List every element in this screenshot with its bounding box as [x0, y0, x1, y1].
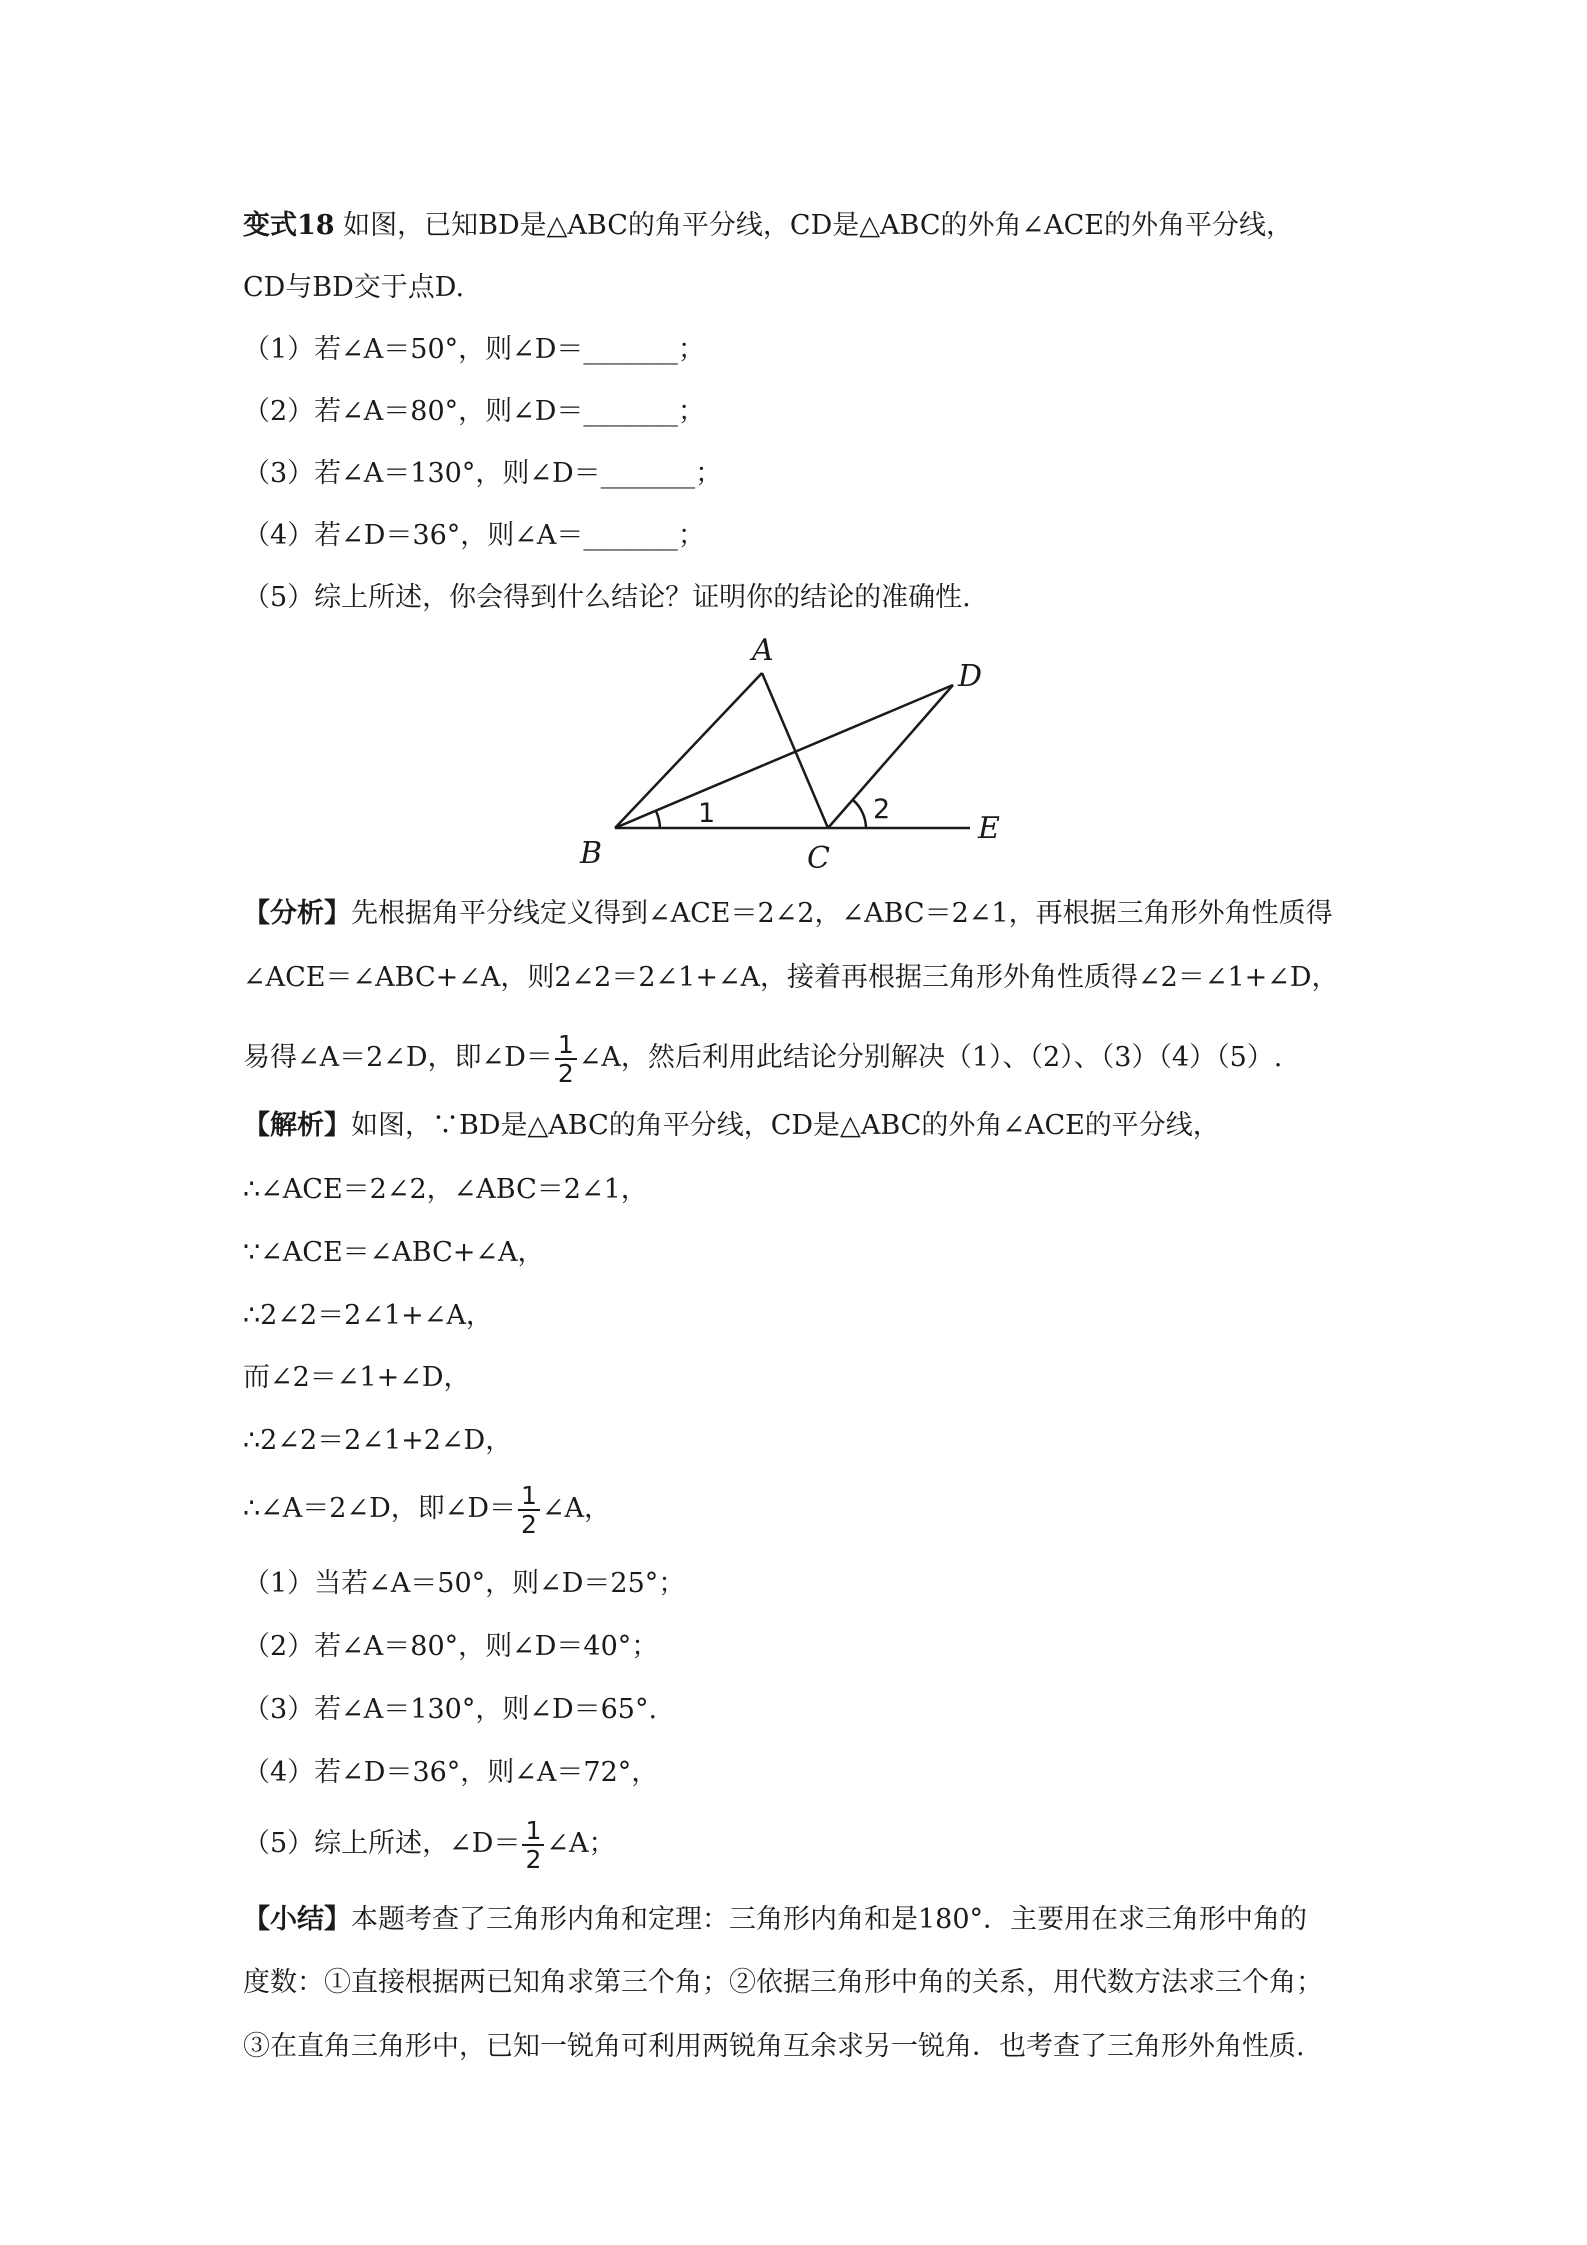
solution-line-2: ∴∠ACE＝2∠2，∠ABC＝2∠1，: [243, 1174, 648, 1205]
solution-answer-2: （2）若∠A＝80°，则∠D＝40°；: [243, 1631, 659, 1662]
summary-tag: 【小结】: [243, 1904, 351, 1935]
label-d: D: [958, 659, 983, 694]
solution-line-7: [243, 1476, 1353, 1542]
angle-1-arc: [656, 811, 660, 828]
analysis-text-3a: 易得∠A＝2∠D，即∠D＝: [243, 1042, 553, 1073]
fraction-half: [518, 1482, 540, 1538]
fraction-denominator: 2: [525, 1844, 542, 1874]
label-b: B: [580, 836, 603, 871]
problem-part-4: （4）若∠D＝36°，则∠A＝_______；: [243, 520, 705, 551]
line-cd: [828, 685, 953, 828]
problem-part-3: （3）若∠A＝130°，则∠D＝_______；: [243, 458, 723, 489]
problem-part-5: （5）综上所述，你会得到什么结论？证明你的结论的准确性.: [243, 582, 971, 613]
problem-part-1: （1）若∠A＝50°，则∠D＝_______；: [243, 334, 705, 365]
summary-line-2: 度数：①直接根据两已知角求第三个角；②依据三角形中角的关系，用代数方法求三个角；: [243, 1967, 1323, 1998]
problem-text-1: 如图，已知BD是△ABC的角平分线，CD是△ABC的外角∠ACE的外角平分线，: [343, 210, 1293, 241]
problem-line-1: [243, 206, 1353, 246]
label-a: A: [752, 633, 774, 668]
analysis-text-1: 先根据角平分线定义得到∠ACE＝2∠2，∠ABC＝2∠1，再根据三角形外角性质得: [351, 898, 1333, 929]
problem-part-2: （2）若∠A＝80°，则∠D＝_______；: [243, 396, 705, 427]
summary-line-1: [243, 1900, 1353, 1940]
triangle-figure: [560, 628, 1020, 878]
analysis-text-3b: ∠A，然后利用此结论分别解决（1）、（2）、（3）（4）（5）.: [578, 1042, 1283, 1073]
problem-line-2: CD与BD交于点D.: [243, 272, 465, 303]
problem-title: 变式18: [243, 210, 335, 241]
solution-line-3: ∵∠ACE＝∠ABC+∠A，: [243, 1237, 545, 1268]
solution-line-1: [243, 1106, 1353, 1146]
label-c: C: [807, 841, 830, 876]
analysis-line-3: [243, 1025, 1353, 1091]
solution-line-5: 而∠2＝∠1+∠D，: [243, 1362, 471, 1393]
line-bd: [615, 685, 953, 828]
solution-answer-5: [243, 1811, 1353, 1877]
solution-text-5b: ∠A；: [546, 1828, 616, 1859]
analysis-line-1: [243, 894, 1353, 934]
fraction-numerator: 1: [518, 1482, 540, 1511]
label-angle-2: 2: [873, 794, 891, 825]
solution-text-1: 如图，∵BD是△ABC的角平分线，CD是△ABC的外角∠ACE的平分线，: [351, 1110, 1220, 1141]
solution-answer-1: （1）当若∠A＝50°，则∠D＝25°；: [243, 1568, 686, 1599]
summary-text-1: 本题考查了三角形内角和定理：三角形内角和是180°．主要用在求三角形中角的: [351, 1904, 1308, 1935]
solution-line-6: ∴2∠2＝2∠1+2∠D，: [243, 1425, 513, 1456]
fraction-denominator: 2: [521, 1509, 537, 1539]
solution-answer-3: （3）若∠A＝130°，则∠D＝65°.: [243, 1694, 658, 1725]
fraction-numerator: 1: [555, 1031, 577, 1060]
label-e: E: [978, 811, 1000, 846]
summary-line-3: ③在直角三角形中，已知一锐角可利用两锐角互余求另一锐角．也考查了三角形外角性质.: [243, 2031, 1305, 2062]
triangle-diagram: [560, 628, 1020, 878]
solution-tag: 【解析】: [243, 1110, 351, 1141]
fraction-half: [555, 1031, 577, 1087]
analysis-tag: 【分析】: [243, 898, 351, 929]
solution-answer-4: （4）若∠D＝36°，则∠A＝72°，: [243, 1757, 659, 1788]
analysis-line-2: ∠ACE＝∠ABC+∠A，则2∠2＝2∠1+∠A，接着再根据三角形外角性质得∠2＝∠1+∠D，: [243, 962, 1339, 993]
solution-text-7a: ∴∠A＝2∠D，即∠D＝: [243, 1493, 517, 1524]
label-angle-1: 1: [698, 798, 716, 829]
fraction-half: [522, 1817, 544, 1873]
solution-text-5a: （5）综上所述，∠D＝: [243, 1828, 521, 1859]
fraction-numerator: 1: [522, 1817, 544, 1846]
angle-2-arc: [853, 800, 866, 828]
solution-text-7b: ∠A，: [541, 1493, 612, 1524]
fraction-denominator: 2: [557, 1058, 574, 1088]
line-ba: [615, 673, 762, 828]
solution-line-4: ∴2∠2＝2∠1+∠A，: [243, 1300, 493, 1331]
